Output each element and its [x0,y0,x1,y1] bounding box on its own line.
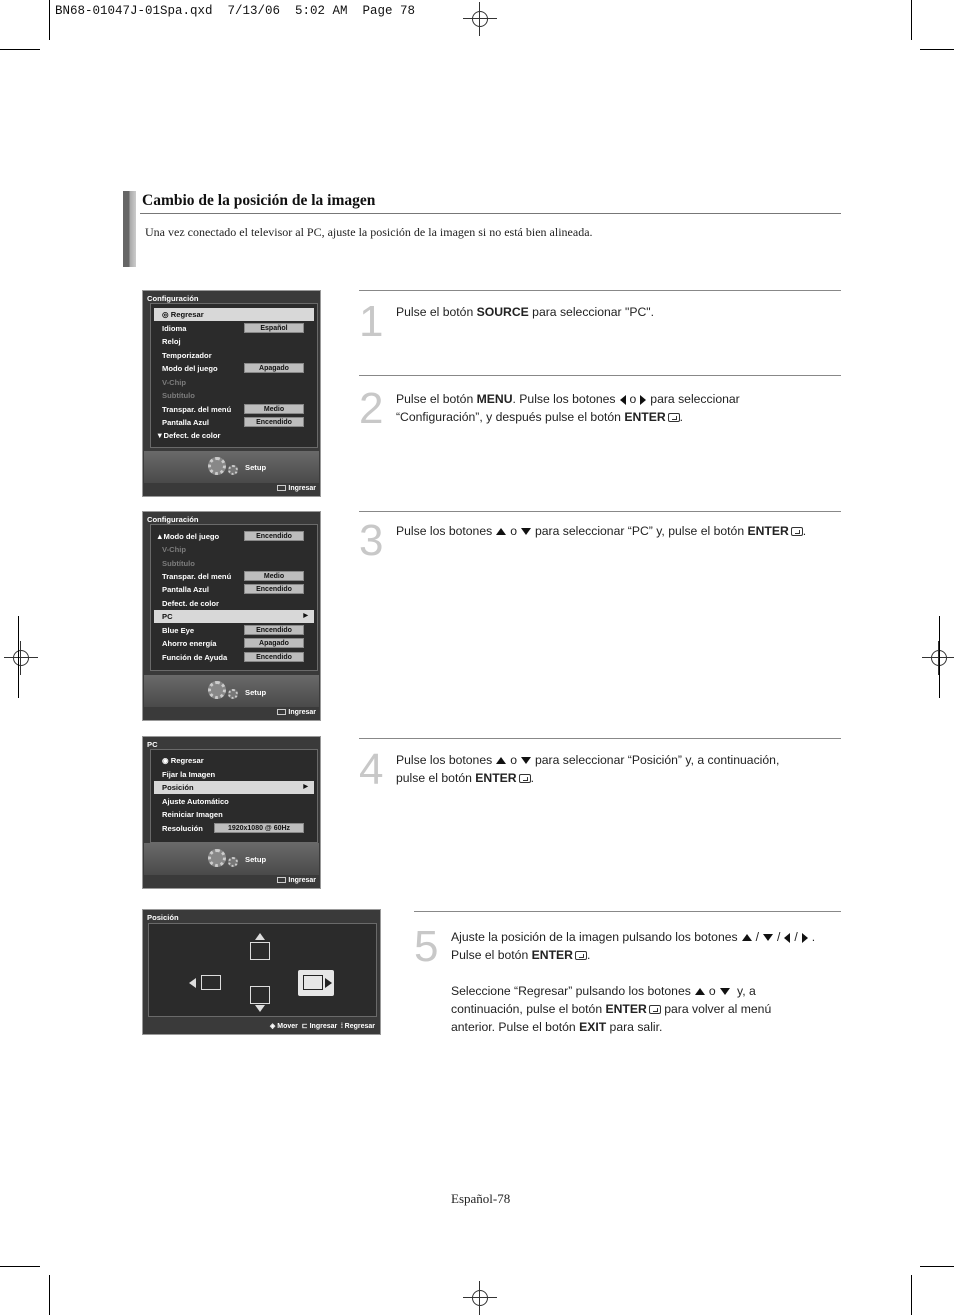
arrow-down-icon [255,1005,265,1012]
osd-enter-hint: Ingresar [277,485,316,492]
osd-row: V-Chip [162,545,187,554]
registration-mark [463,1281,497,1315]
osd-footer [144,843,319,875]
section-title: Cambio de la posición de la imagen [142,192,376,209]
gear-icon [208,849,226,867]
osd-setup-label: Setup [245,855,267,864]
crop-mark [920,49,954,50]
up-arrow-icon [742,934,752,941]
registration-mark [4,641,38,675]
enter-icon [791,527,803,536]
osd-row[interactable]: Pantalla Azul Encendido [154,416,314,429]
right-arrow-icon [802,933,808,943]
return-icon: ⦙ [339,1023,345,1030]
arrow-right-icon: ▶ [303,784,308,790]
osd-pc-menu [142,736,321,889]
osd-footer [144,675,319,707]
gear-icon [208,681,226,699]
return-icon: ◎ [162,310,171,319]
osd-row[interactable]: Modo del juego Apagado [154,362,314,375]
return-icon: ◉ [162,756,171,765]
osd-setup-label: Setup [245,463,267,472]
step-rule [359,375,841,376]
down-arrow-icon [763,934,773,941]
enter-icon: ⊏ [299,1023,310,1030]
step-4-text: Pulse los botones o para seleccionar “Posición” y, a continuación, pulse el botón ENTER . [396,753,780,785]
osd-row[interactable]: Idioma Español [154,322,314,335]
osd-position-menu [142,909,381,1035]
osd-row[interactable]: Reiniciar Imagen [162,810,223,819]
step-number: 4 [359,745,384,794]
up-arrow-icon [496,757,506,764]
osd-row[interactable]: Transpar. del menú Medio [154,403,314,416]
crop-mark [49,0,50,40]
crop-mark [920,1266,954,1267]
registration-mark [463,2,497,36]
osd-list [150,524,318,671]
osd-row[interactable]: Resolución 1920x1080 @ 60Hz [154,822,314,835]
section-rule [140,213,841,214]
osd-enter-hint: Ingresar [277,877,316,884]
osd-row[interactable]: ▲Modo del juego Encendido [154,530,314,543]
osd-config-menu-2 [142,511,321,721]
page-number: Español-78 [451,1191,511,1206]
enter-icon [277,709,286,715]
step-rule [359,511,841,512]
position-right-icon [303,975,323,990]
down-arrow-icon [521,757,531,764]
osd-row[interactable]: Ahorro energía Apagado [154,637,314,650]
left-arrow-icon [784,933,790,943]
osd-row[interactable]: Blue Eye Encendido [154,624,314,637]
up-arrow-icon [695,988,705,995]
step-3-text: Pulse los botones o para seleccionar “PC” y, pulse el botón ENTER . [396,524,807,538]
osd-row: Subtítulo [162,559,195,568]
step-rule [414,911,841,912]
down-arrow-icon [720,988,730,995]
osd-row[interactable]: Defect. de color [162,599,219,608]
enter-icon [649,1005,661,1014]
osd-row: V-Chip [162,378,187,387]
print-header: BN68-01047J-01Spa.qxd 7/13/06 5:02 AM Page 78 [55,4,416,18]
enter-icon [575,951,587,960]
position-up-icon[interactable] [250,942,270,960]
osd-list [150,749,318,843]
enter-icon [668,413,680,422]
osd-row[interactable]: Temporizador [162,351,212,360]
osd-title: Configuración [147,515,199,524]
osd-enter-hint: Ingresar [277,709,316,716]
step-number: 1 [359,297,384,346]
gear-icon [228,857,238,867]
step-number: 5 [414,922,439,971]
osd-row[interactable]: Ajuste Automático [162,797,229,806]
osd-footer [144,451,319,483]
crop-mark [18,616,19,698]
left-arrow-icon [620,395,626,405]
section-bar [123,191,136,267]
crop-mark [911,1275,912,1315]
step-rule [359,738,841,739]
osd-row[interactable]: Transpar. del menú Medio [154,570,314,583]
arrow-left-icon [189,978,196,988]
section-intro: Una vez conectado el televisor al PC, ajuste la posición de la imagen si no está bien alineada. [145,225,593,239]
crop-mark [49,1275,50,1315]
osd-row[interactable]: PC ▶ [154,610,314,623]
down-arrow-icon [521,528,531,535]
osd-hints: ◈ Mover ⊏ Ingresar ⦙ Regresar [269,1023,375,1030]
move-icon: ◈ [269,1023,278,1030]
step-number: 3 [359,516,384,565]
position-down-icon[interactable] [250,986,270,1004]
step-number: 2 [359,384,384,433]
osd-row[interactable]: ◎ Regresar [154,308,314,321]
osd-row: Subtítulo [162,391,195,400]
crop-mark [911,0,912,40]
up-arrow-icon [496,528,506,535]
osd-list [150,303,318,448]
step-rule [359,290,841,291]
right-arrow-icon [640,395,646,405]
gear-icon [208,457,226,475]
gear-icon [228,689,238,699]
osd-row[interactable]: Posición ▶ [154,781,314,794]
step-2-text: Pulse el botón MENU. Pulse los botones o para seleccionar “Configuración”, y después pulse el botón ENTER . [396,392,740,424]
registration-mark [922,641,954,675]
osd-title: PC [147,740,158,749]
position-left-icon[interactable] [201,975,221,990]
osd-row[interactable]: ▼Defect. de color [156,431,221,440]
osd-title: Configuración [147,294,199,303]
step-1-text: Pulse el botón SOURCE para seleccionar "PC". [396,305,654,319]
osd-position-area [148,923,377,1017]
enter-icon [277,877,286,883]
enter-icon [519,774,531,783]
arrow-up-icon [255,933,265,940]
osd-row[interactable]: Fijar la Imagen [162,770,216,779]
osd-config-menu-1 [142,290,321,497]
osd-row[interactable]: Reloj [162,337,181,346]
osd-setup-label: Setup [245,688,267,697]
osd-row[interactable]: Pantalla Azul Encendido [154,583,314,596]
osd-title: Posición [147,913,179,922]
osd-row[interactable]: ◉ Regresar [162,756,204,765]
arrow-right-icon: ▶ [303,613,308,619]
gear-icon [228,465,238,475]
osd-row[interactable]: Función de Ayuda Encendido [154,651,314,664]
arrow-right-icon [325,978,332,988]
crop-mark [939,616,940,698]
enter-icon [277,485,286,491]
crop-mark [0,49,40,50]
step-5-text: Ajuste la posición de la imagen pulsando los botones / / / . Pulse el botón ENTER . Seleccione “Regresar” pulsando los botones o y, a continuación, pulse el botón ENTER para volver al menú anterior. Pulse el botón EXIT para salir. [451,930,816,1034]
crop-mark [0,1266,40,1267]
